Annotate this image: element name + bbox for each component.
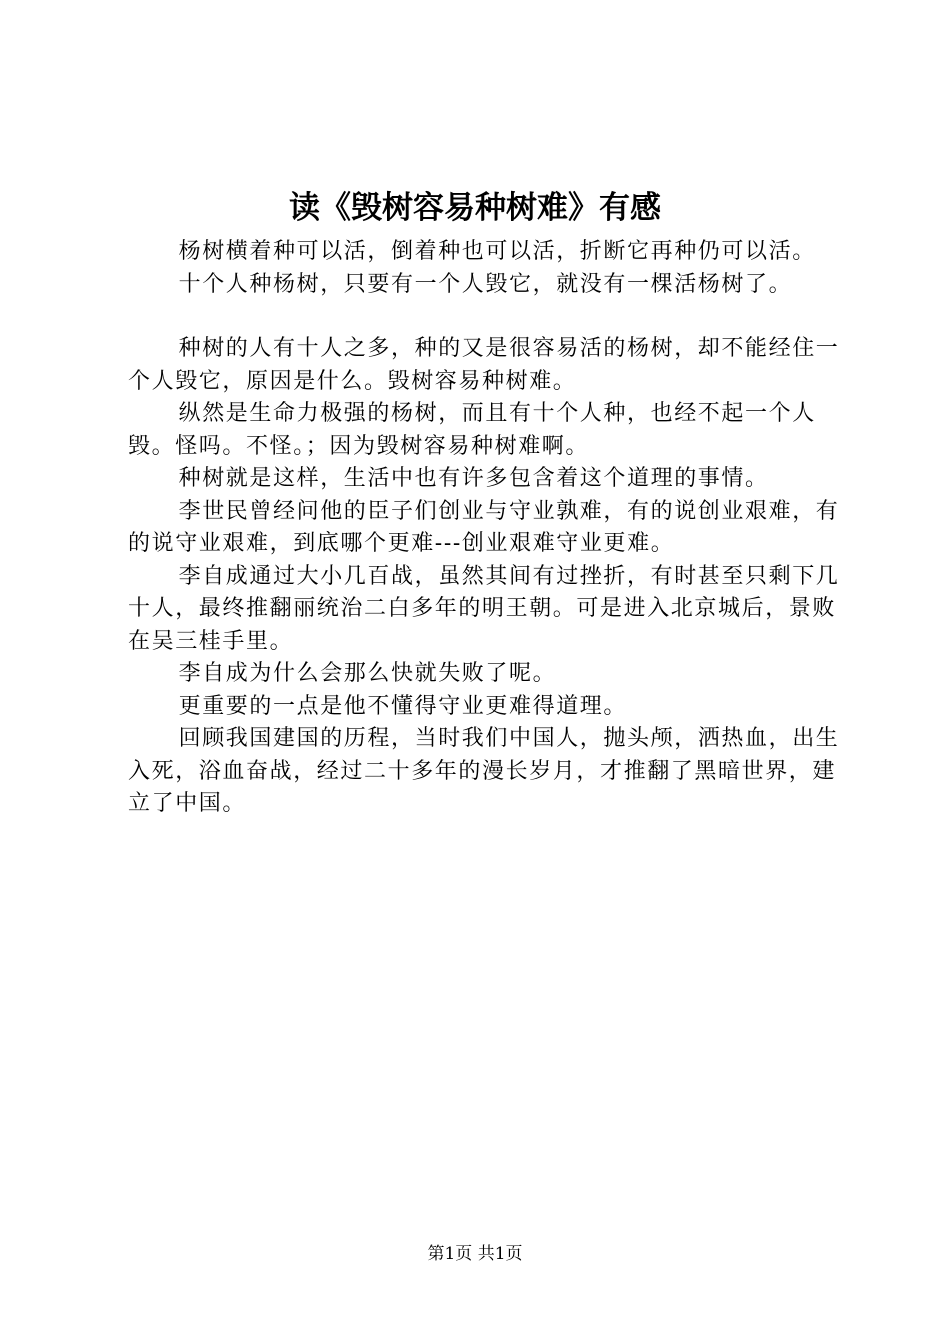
paragraph: 纵然是生命力极强的杨树，而且有十个人种，也经不起一个人毁。怪吗。不怪。；因为毁树容易种树难啊。 bbox=[128, 401, 816, 459]
paragraph: 更重要的一点是他不懂得守业更难得道理。 bbox=[178, 693, 627, 719]
page-number-footer: 第1页 共1页 bbox=[427, 1244, 523, 1264]
document-body bbox=[128, 236, 840, 821]
paragraph: 李世民曾经问他的臣子们创业与守业孰难，有的说创业艰难，有的说守业艰难，到底哪个更难---创业艰难守业更难。 bbox=[128, 498, 840, 556]
paragraph: 种树就是这样，生活中也有许多包含着这个道理的事情。 bbox=[178, 466, 769, 491]
paragraph: 十个人种杨树，只要有一个人毁它，就没有一棵活杨树了。 bbox=[178, 271, 793, 297]
document-title: 读《毁树容易种树难》有感 bbox=[289, 190, 661, 226]
paragraph: 杨树横着种可以活，倒着种也可以活，折断它再种仍可以活。 bbox=[178, 239, 816, 264]
paragraph: 种树的人有十人之多，种的又是很容易活的杨树，却不能经住一个人毁它，原因是什么。毁树容易种树难。 bbox=[128, 336, 840, 394]
paragraph: 李自成为什么会那么快就失败了呢。 bbox=[178, 661, 557, 686]
paragraph: 李自成通过大小几百战，虽然其间有过挫折，有时甚至只剩下几十人，最终推翻丽统治二白多年的明王朝。可是进入北京城后，景败在吴三桂手里。 bbox=[128, 563, 840, 654]
paragraph: 回顾我国建国的历程，当时我们中国人，抛头颅，洒热血，出生入死，浴血奋战，经过二十多年的漫长岁月，才推翻了黑暗世界，建立了中国。 bbox=[128, 726, 840, 816]
